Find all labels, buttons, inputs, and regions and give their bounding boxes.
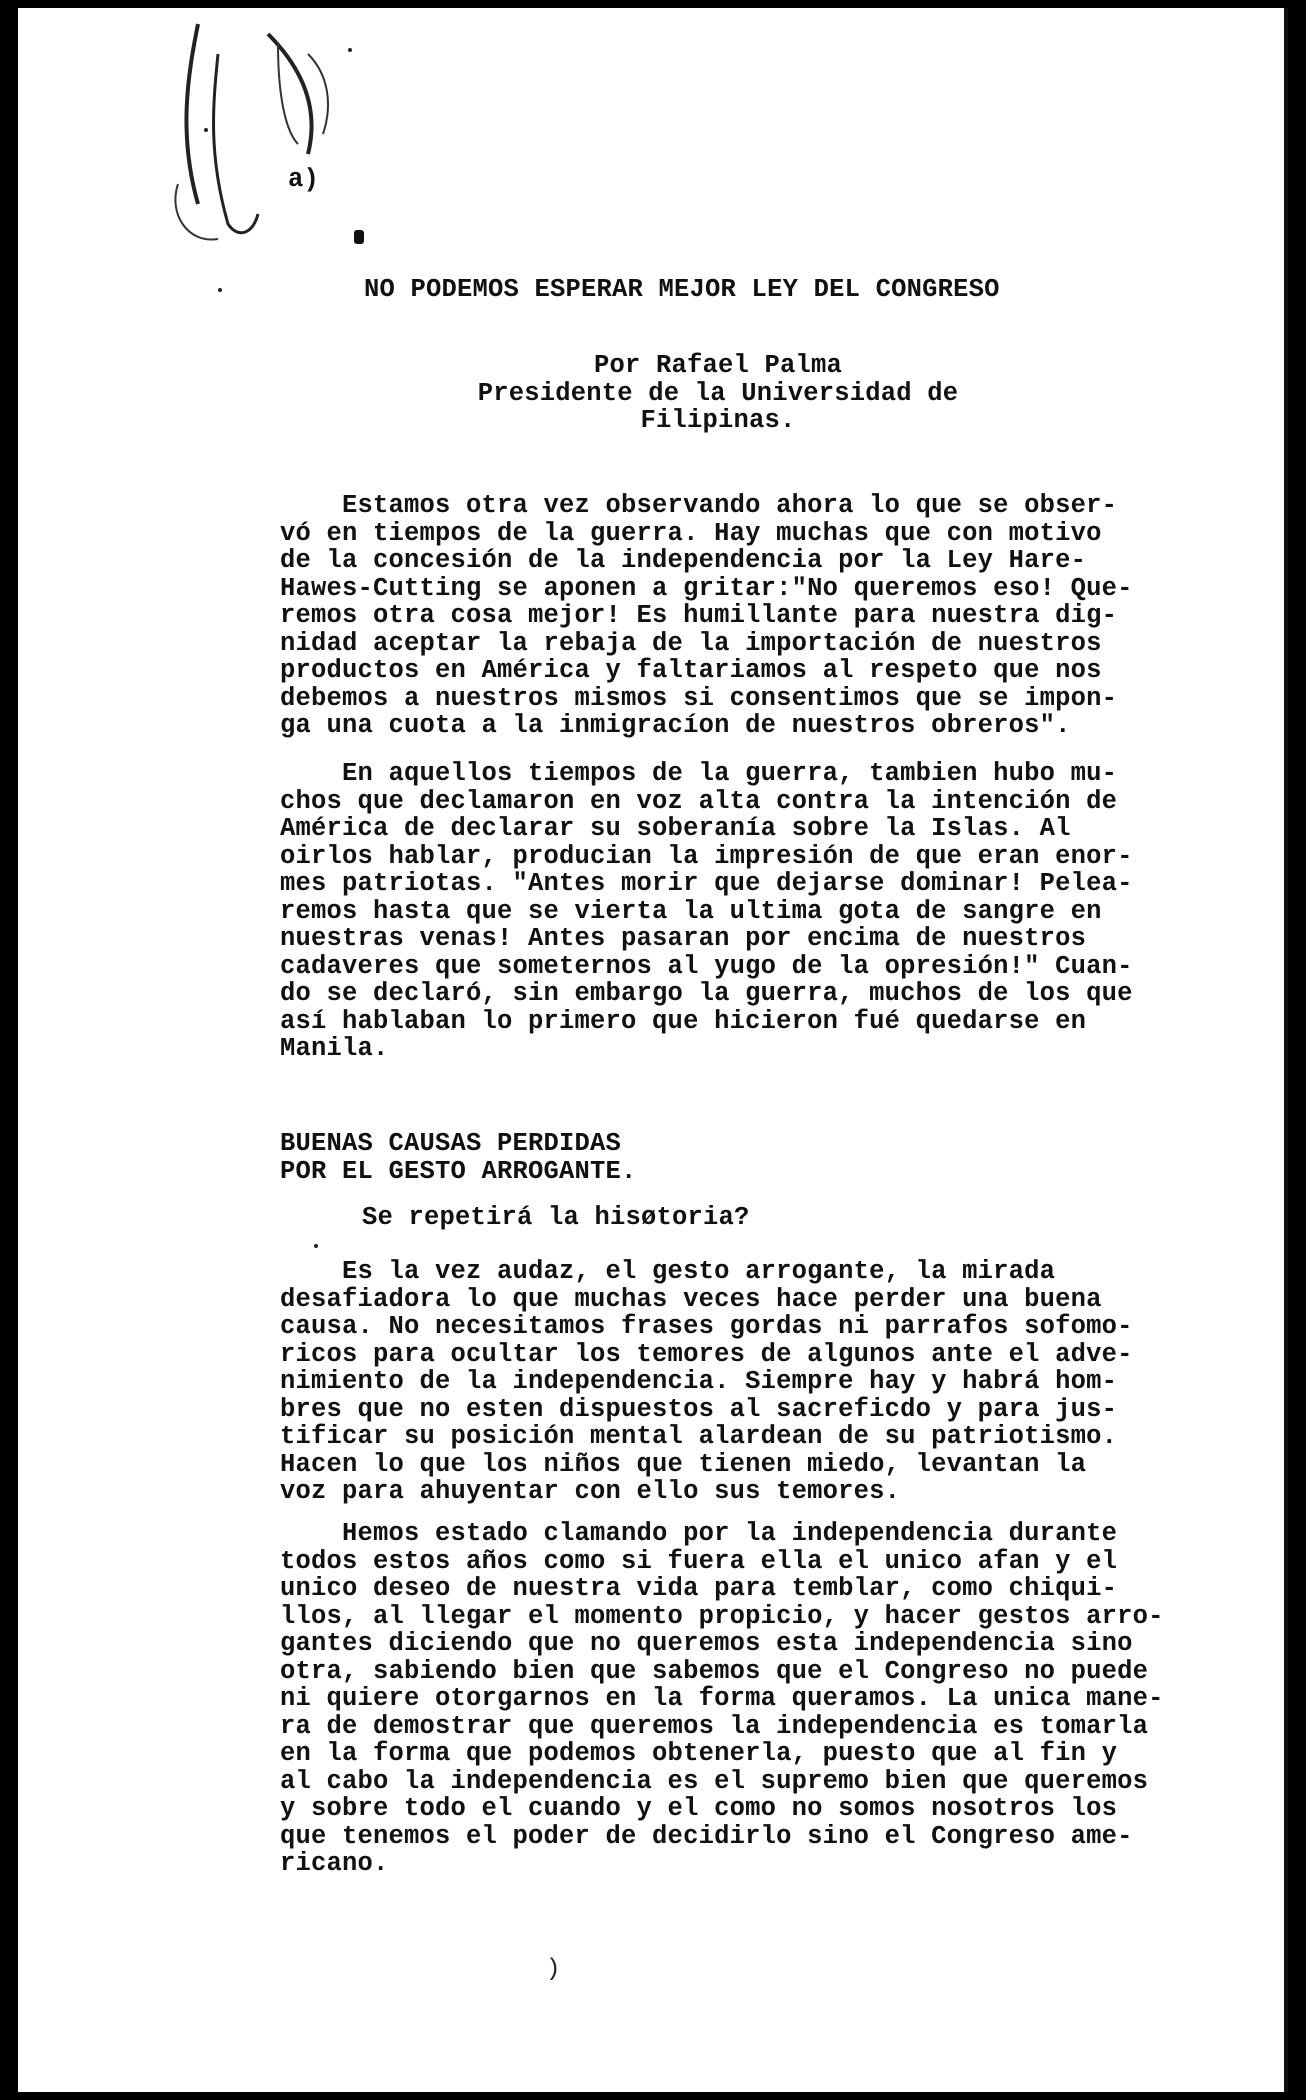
section-heading	[280, 1130, 637, 1185]
text-line: nidad aceptar la rebaja de la importación de nuestros	[280, 628, 1102, 658]
text-line: de la concesión de la independencia por la Ley Hare-	[280, 546, 1087, 575]
text-line: América de declarar su soberanía sobre la Islas. Al	[280, 814, 1071, 843]
text-line: ricano.	[280, 1849, 389, 1878]
text-line: desafiadora lo que muchas veces hace perder una buena	[280, 1284, 1102, 1314]
text-line: productos en América y faltariamos al respeto que nos	[280, 656, 1102, 685]
document-page	[18, 8, 1288, 2092]
text-line: Estamos otra vez observando ahora lo que se obser-	[280, 491, 1118, 520]
heading-line: POR EL GESTO ARROGANTE.	[280, 1156, 637, 1186]
text-line: Hawes-Cutting se aponen a gritar:"No queremos eso! Que-	[280, 573, 1133, 603]
handwritten-annotation-icon	[158, 14, 368, 254]
byline-line: Filipinas.	[640, 406, 796, 435]
text-line: chos que declamaron en voz alta contra la intención de	[280, 786, 1118, 816]
paragraph-1	[280, 492, 1180, 740]
text-line: gantes diciendo que no queremos esta independencia sino	[280, 1629, 1133, 1658]
text-line: Es la vez audaz, el gesto arrogante, la mirada	[280, 1257, 1056, 1286]
page-edge	[1284, 8, 1288, 2092]
ink-speck	[348, 48, 352, 52]
text-line: que tenemos el poder de decidirlo sino el Congreso ame-	[280, 1821, 1133, 1851]
text-line: y sobre todo el cuando y el como no somos nosotros los	[280, 1794, 1118, 1823]
text-line: mes patriotas. "Antes morir que dejarse dominar! Pelea-	[280, 869, 1133, 898]
text-line: nuestras venas! Antes pasaran por encima de nuestros	[280, 924, 1087, 953]
text-line: Hemos estado clamando por la independencia durante	[280, 1519, 1118, 1548]
margin-note: a)	[288, 165, 320, 194]
text-line: ra de demostrar que queremos la independencia es tomarla	[280, 1711, 1149, 1741]
text-line: todos estos años como si fuera ella el unico afan y el	[280, 1546, 1118, 1576]
paragraph-2	[280, 760, 1180, 1063]
heading-line: BUENAS CAUSAS PERDIDAS	[280, 1129, 622, 1158]
text-line: bres que no esten dispuestos al sacreficdo y para jus-	[280, 1394, 1118, 1424]
ink-speck	[218, 288, 222, 292]
text-line: En aquellos tiempos de la guerra, tambien hubo mu-	[280, 759, 1118, 788]
text-line: cadaveres que someternos al yugo de la opresión!" Cuan-	[280, 951, 1133, 981]
text-line: vó en tiempos de la guerra. Hay muchas que con motivo	[280, 518, 1102, 548]
byline-line: Por Rafael Palma	[593, 351, 843, 380]
text-line: causa. No necesitamos frases gordas ni parrafos sofomo-	[280, 1312, 1133, 1341]
paragraph-4	[280, 1520, 1180, 1878]
byline-line: Presidente de la Universidad de	[477, 378, 959, 408]
page-mark: )	[546, 1956, 561, 1983]
text-line: ricos para ocultar los temores de algunos ante el adve-	[280, 1339, 1133, 1369]
ink-speck	[314, 1244, 318, 1248]
text-line: debemos a nuestros mismos si consentimos que se impon-	[280, 683, 1118, 713]
text-line: remos otra cosa mejor! Es humillante para nuestra dig-	[280, 601, 1118, 630]
text-line: al cabo la independencia es el supremo bien que queremos	[280, 1766, 1149, 1796]
document-title: NO PODEMOS ESPERAR MEJOR LEY DEL CONGRESO	[364, 275, 1000, 304]
ink-mark	[354, 230, 364, 244]
section-question: Se repetirá la hisøtoria?	[362, 1203, 750, 1232]
text-line: así hablaban lo primero que hicieron fué quedarse en	[280, 1006, 1087, 1036]
paragraph-3	[280, 1258, 1180, 1506]
text-line: otra, sabiendo bien que sabemos que el Congreso no puede	[280, 1656, 1149, 1686]
text-line: voz para ahuyentar con ello sus temores.	[280, 1477, 901, 1506]
text-line: oirlos hablar, producian la impresión de que eran enor-	[280, 841, 1133, 871]
byline	[458, 352, 978, 435]
text-line: llos, al llegar el momento propicio, y hacer gestos arro-	[280, 1601, 1164, 1631]
text-line: ni quiere otorgarnos en la forma queramos. La unica mane-	[280, 1684, 1164, 1713]
text-line: Hacen lo que los niños que tienen miedo, levantan la	[280, 1449, 1087, 1479]
text-line: Manila.	[280, 1034, 389, 1063]
text-line: remos hasta que se vierta la ultima gota de sangre en	[280, 896, 1102, 926]
ink-speck	[204, 128, 208, 132]
text-line: unico deseo de nuestra vida para temblar, como chiqui-	[280, 1574, 1118, 1603]
text-line: ga una cuota a la inmigracíon de nuestros obreros".	[280, 711, 1071, 740]
text-line: en la forma que podemos obtenerla, puesto que al fin y	[280, 1739, 1118, 1768]
text-line: tificar su posición mental alardean de su patriotismo.	[280, 1422, 1118, 1451]
text-line: do se declaró, sin embargo la guerra, muchos de los que	[280, 979, 1133, 1008]
text-line: nimiento de la independencia. Siempre hay y habrá hom-	[280, 1367, 1118, 1396]
